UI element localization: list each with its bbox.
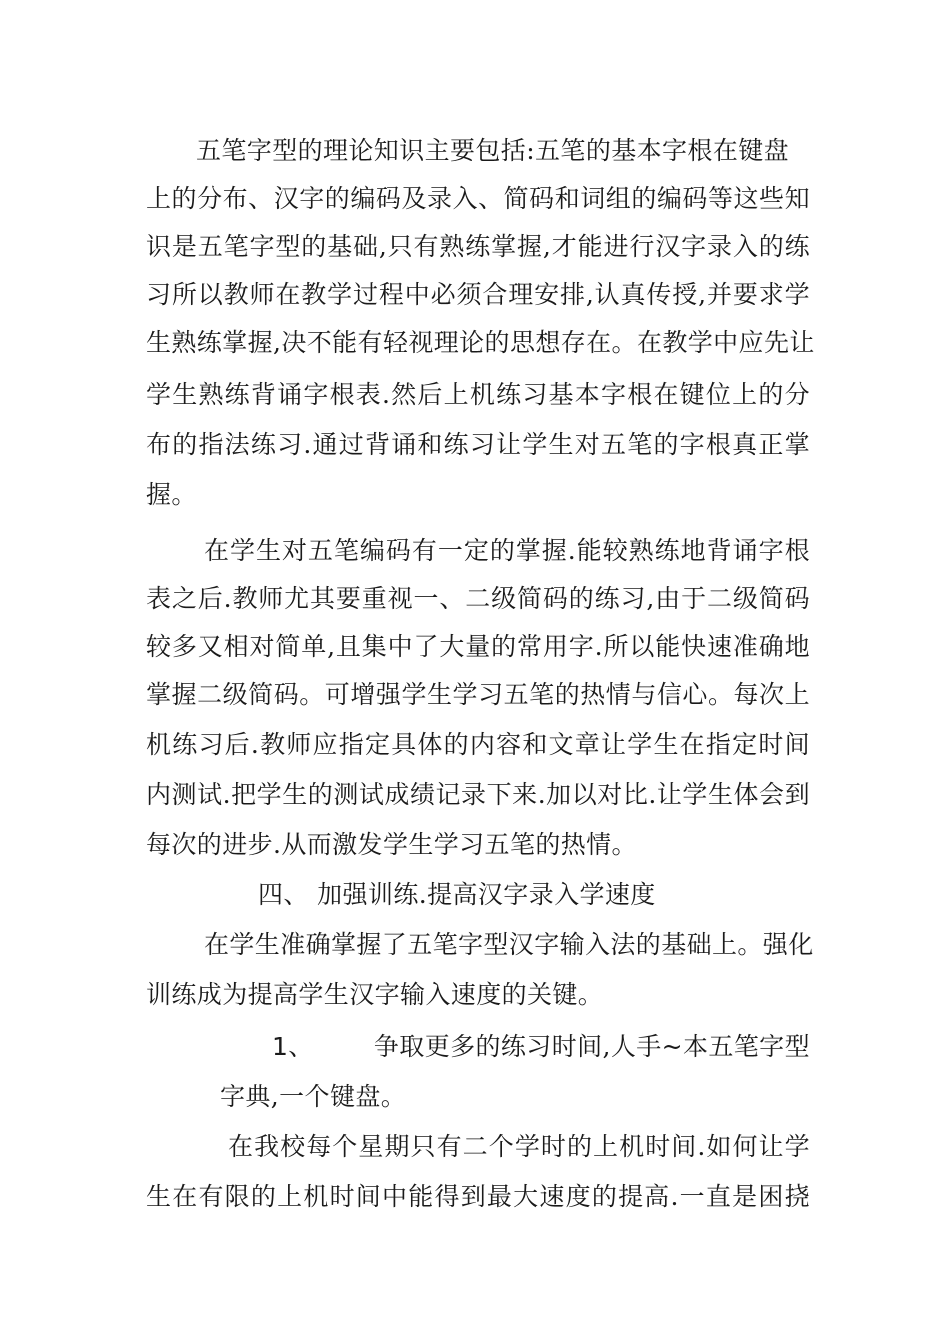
paragraph-2-line-1: 在学生对五笔编码有一定的掌握.能较熟练地背诵字根	[204, 536, 810, 565]
paragraph-2-line-6: 内测试.把学生的测试成绩记录下来.加以对比.让学生体会到	[146, 780, 810, 809]
paragraph-2-line-4: 掌握二级简码。可增强学生学习五笔的热情与信心。每次上	[146, 680, 810, 709]
paragraph-2-line-2: 表之后.教师尤其要重视一、二级简码的练习,由于二级简码	[146, 584, 810, 613]
paragraph-2-line-5: 机练习后.教师应指定具体的内容和文章让学生在指定时间	[146, 730, 810, 759]
paragraph-1-line-1: 五笔字型的理论知识主要包括:五笔的基本字根在键盘	[196, 136, 790, 165]
paragraph-1-line-4: 习所以教师在教学过程中必须合理安排,认真传授,并要求学	[146, 280, 810, 309]
list-item-1-number: 1、	[272, 1032, 314, 1061]
list-item-1-text: 争取更多的练习时间,人手~本五笔字型	[373, 1032, 810, 1061]
paragraph-1-line-5: 生熟练掌握,决不能有轻视理论的思想存在。在教学中应先让	[146, 328, 815, 357]
section-heading-4: 四、 加强训练.提高汉字录入学速度	[258, 880, 656, 909]
list-item-1-continuation: 字典,一个键盘。	[220, 1082, 407, 1111]
paragraph-1-line-2: 上的分布、汉字的编码及录入、简码和词组的编码等这些知	[146, 184, 810, 213]
paragraph-4-line-1: 在我校每个星期只有二个学时的上机时间.如何让学	[228, 1132, 810, 1161]
paragraph-1-line-3: 识是五笔字型的基础,只有熟练掌握,才能进行汉字录入的练	[146, 232, 810, 261]
paragraph-2-line-3: 较多又相对简单,且集中了大量的常用字.所以能快速准确地	[146, 632, 810, 661]
paragraph-2-line-7: 每次的进步.从而激发学生学习五笔的热情。	[146, 830, 637, 859]
paragraph-1-line-7: 布的指法练习.通过背诵和练习让学生对五笔的字根真正掌	[146, 430, 810, 459]
list-item-1	[272, 1032, 810, 1062]
paragraph-4-line-2: 生在有限的上机时间中能得到最大速度的提高.一直是困挠	[146, 1182, 810, 1211]
paragraph-1-line-6: 学生熟练背诵字根表.然后上机练习基本字根在键位上的分	[146, 380, 810, 409]
paragraph-3-line-1: 在学生准确掌握了五笔字型汉字输入法的基础上。强化	[204, 930, 814, 959]
paragraph-1-line-8: 握。	[146, 480, 197, 509]
paragraph-3-line-2: 训练成为提高学生汉字输入速度的关键。	[146, 980, 604, 1009]
